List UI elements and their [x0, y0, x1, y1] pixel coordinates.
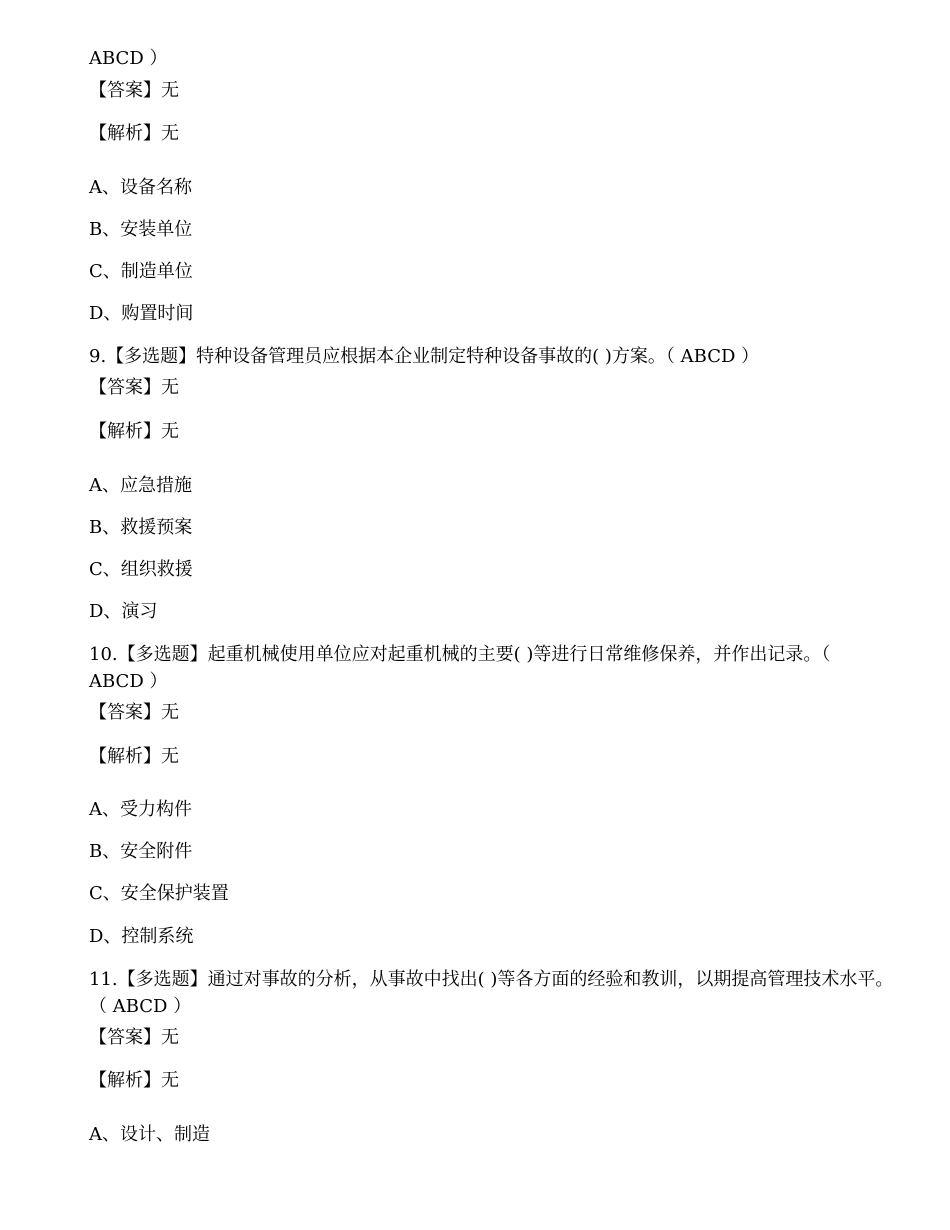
q11-option-a: A、设计、制造: [89, 1124, 210, 1145]
q8-answer: 【答案】无: [89, 80, 179, 101]
q8-option-d: D、购置时间: [89, 303, 194, 324]
q10-option-b: B、安全附件: [89, 841, 193, 862]
q10-option-d: D、控制系统: [89, 926, 194, 947]
q8-option-c: C、制造单位: [89, 261, 193, 282]
q9-option-b: B、救援预案: [89, 517, 193, 538]
q9-option-c: C、组织救援: [89, 559, 193, 580]
q11-question-tail: （ ABCD ）: [89, 996, 192, 1017]
q10-analysis: 【解析】无: [89, 746, 179, 767]
q11-question: 11.【多选题】通过对事故的分析，从事故中找出( )等各方面的经验和教训，以期提高管理技术水平。: [89, 969, 894, 990]
q8-analysis: 【解析】无: [89, 123, 179, 144]
q8-option-b: B、安装单位: [89, 219, 193, 240]
q9-option-d: D、演习: [89, 601, 158, 622]
q10-answer: 【答案】无: [89, 702, 179, 723]
q9-answer: 【答案】无: [89, 377, 179, 398]
q9-question: 9.【多选题】特种设备管理员应根据本企业制定特种设备事故的( )方案。（ ABCD ）: [89, 346, 760, 367]
q10-question-tail: ABCD ）: [89, 671, 168, 692]
q9-option-a: A、应急措施: [89, 475, 192, 496]
q10-question: 10.【多选题】起重机械使用单位应对起重机械的主要( )等进行日常维修保养，并作出记录。（: [89, 644, 831, 665]
q8-answer-tail: ABCD ）: [89, 48, 168, 69]
q9-analysis: 【解析】无: [89, 421, 179, 442]
q8-option-a: A、设备名称: [89, 177, 192, 198]
q10-option-a: A、受力构件: [89, 799, 192, 820]
q10-option-c: C、安全保护装置: [89, 883, 229, 904]
q11-answer: 【答案】无: [89, 1027, 179, 1048]
q11-analysis: 【解析】无: [89, 1070, 179, 1091]
